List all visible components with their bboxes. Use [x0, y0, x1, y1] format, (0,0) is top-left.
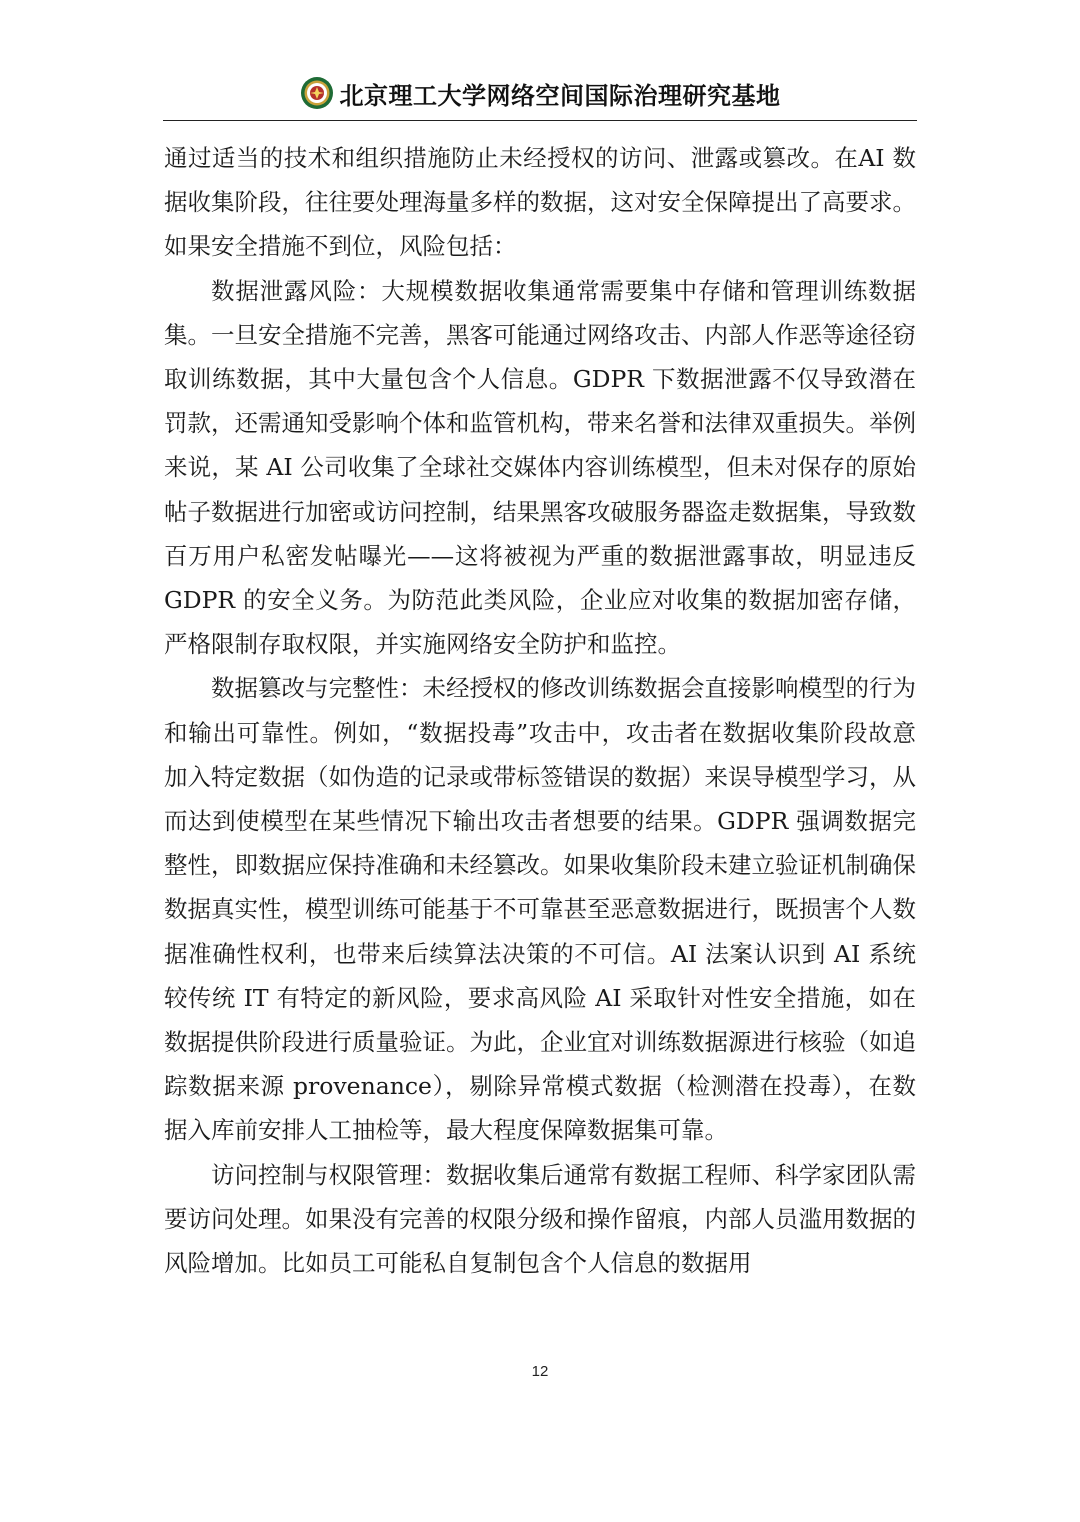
paragraph-continuation: 通过适当的技术和组织措施防止未经授权的访问、泄露或篡改。在AI 数据收集阶段，往往要处理海量多样的数据，这对安全保障提出了高要求。如果安全措施不到位，风险包括：: [164, 144, 916, 261]
page-number: 12: [531, 1363, 549, 1380]
header-divider: [163, 120, 917, 121]
paragraph-access-control: 访问控制与权限管理：数据收集后通常有数据工程师、科学家团队需要访问处理。如果没有完善的权限分级和操作留痕，内部人员滥用数据的风险增加。比如员工可能私自复制包含个人信息的数据用: [164, 1160, 916, 1278]
paragraph-data-tampering-integrity: 数据篡改与完整性：未经授权的修改训练数据会直接影响模型的行为和输出可靠性。例如，“数据投毒”攻击中，攻击者在数据收集阶段故意加入特定数据（如伪造的记录或带标签错误的数据）来误导模型学习，从而达到使模型在某些情况下输出攻击者想要的结果。GDPR 强调数据完整性，即数据应保持准确和未经篡改。如果收集阶段未建立验证机制确保数据真实性，模型训练可能基于不可靠甚至恶意数据进行，既损害个人数据准确性权利，也带来后续算法决策的不可信。AI 法案认识到 AI 系统较传统 IT 有特定的新风险，要求高风险 AI 采取针对性安全措施，如在数据提供阶段进行质量验证。为此，企业宜对训练数据源进行核验（如追踪数据来源 provenance），剔除异常模式数据（检测潜在投毒），在数据入库前安排人工抽检等，最大程度保障数据集可靠。: [164, 674, 916, 1145]
paragraph-data-breach-risk: 数据泄露风险：大规模数据收集通常需要集中存储和管理训练数据集。一旦安全措施不完善，黑客可能通过网络攻击、内部人作恶等途径窃取训练数据，其中大量包含个人信息。GDPR 下数据泄露不仅导致潜在罚款，还需通知受影响个体和监管机构，带来名誉和法律双重损失。举例来说，某 AI 公司收集了全球社交媒体内容训练模型，但未对保存的原始帖子数据进行加密或访问控制，结果黑客攻破服务器盗走数据集，导致数百万用户私密发帖曝光——这将被视为严重的数据泄露事故，明显违反 GDPR 的安全义务。为防范此类风险，企业应对收集的数据加密存储，严格限制存取权限，并实施网络安全防护和监控。: [164, 276, 916, 659]
university-seal-icon: [300, 76, 334, 110]
header-title: 北京理工大学网络空间国际治理研究基地: [339, 81, 781, 110]
document-body: [164, 136, 916, 1285]
page-header: [160, 68, 920, 118]
